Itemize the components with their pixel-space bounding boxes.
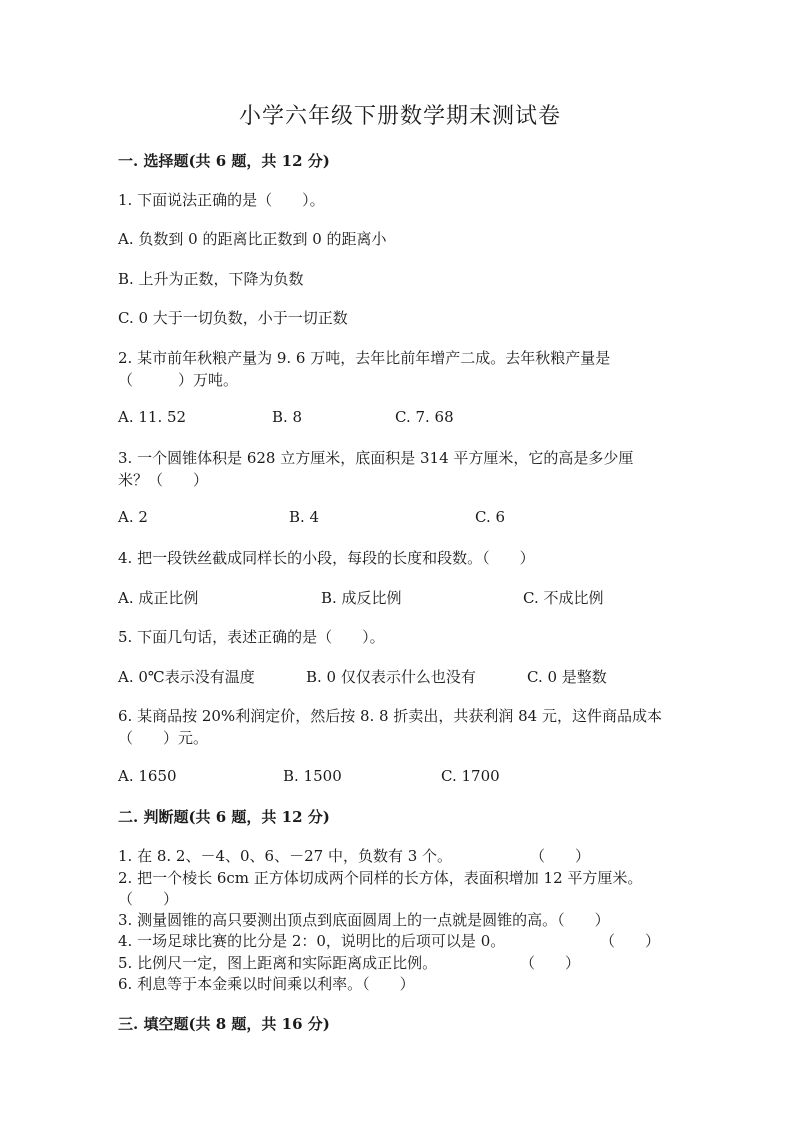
page-title: 小学六年级下册数学期末测试卷	[238, 104, 561, 129]
question-6-stem-line1: 6. 某商品按 20%利润定价，然后按 8. 8 折卖出，共获利润 84 元，这件商品成本	[118, 707, 662, 725]
question-5-option-c: C. 0 是整数	[527, 668, 607, 686]
question-6-option-a: A. 1650	[118, 767, 177, 785]
judge-item-1-bracket: （ ）	[530, 847, 591, 865]
judge-item-2-bracket: （ ）	[118, 890, 179, 908]
judge-item-5-bracket: （ ）	[520, 954, 581, 972]
question-2-stem-line1: 2. 某市前年秋粮产量为 9. 6 万吨，去年比前年增产二成。去年秋粮产量是	[118, 349, 611, 367]
judge-item-3: 3. 测量圆锥的高只要测出顶点到底面圆周上的一点就是圆锥的高。（ ）	[118, 911, 610, 929]
judge-item-1: 1. 在 8. 2、－4、0、6、－27 中，负数有 3 个。	[118, 847, 453, 865]
question-2-stem-line2: （ ）万吨。	[118, 371, 239, 389]
question-5-stem: 5. 下面几句话，表述正确的是（ ）。	[118, 628, 385, 646]
question-4-option-a: A. 成正比例	[118, 589, 199, 607]
question-1-stem: 1. 下面说法正确的是（ ）。	[118, 191, 325, 209]
judge-item-2: 2. 把一个棱长 6cm 正方体切成两个同样的长方体，表面积增加 12 平方厘米。	[118, 869, 643, 887]
judge-item-4: 4. 一场足球比赛的比分是 2：0，说明比的后项可以是 0。	[118, 932, 506, 950]
question-4-option-b: B. 成反比例	[321, 589, 402, 607]
question-1-option-b: B. 上升为正数，下降为负数	[118, 270, 304, 288]
question-4-option-c: C. 不成比例	[523, 589, 604, 607]
question-6-option-b: B. 1500	[283, 767, 342, 785]
judge-item-4-bracket: （ ）	[600, 932, 661, 950]
section-heading-choice: 一. 选择题(共 6 题，共 12 分)	[118, 152, 330, 170]
question-3-option-a: A. 2	[118, 508, 148, 526]
question-5-option-b: B. 0 仅仅表示什么也没有	[306, 668, 476, 686]
question-6-option-c: C. 1700	[441, 767, 500, 785]
question-1-option-c: C. 0 大于一切负数，小于一切正数	[118, 309, 348, 327]
judge-item-5: 5. 比例尺一定，图上距离和实际距离成正比例。	[118, 954, 438, 972]
question-2-option-a: A. 11. 52	[118, 408, 187, 426]
question-2-option-b: B. 8	[272, 408, 303, 426]
question-3-stem-line2: 米？（ ）	[118, 471, 209, 489]
judge-item-6: 6. 利息等于本金乘以时间乘以利率。（ ）	[118, 975, 415, 993]
section-heading-judge: 二. 判断题(共 6 题，共 12 分)	[118, 808, 330, 826]
question-5-option-a: A. 0℃表示没有温度	[118, 668, 255, 686]
section-heading-fill: 三. 填空题(共 8 题，共 16 分)	[118, 1015, 330, 1033]
question-2-option-c: C. 7. 68	[395, 408, 454, 426]
question-3-stem-line1: 3. 一个圆锥体积是 628 立方厘米，底面积是 314 平方厘米，它的高是多少厘	[118, 449, 634, 467]
question-1-option-a: A. 负数到 0 的距离比正数到 0 的距离小	[118, 230, 387, 248]
question-6-stem-line2: （ ）元。	[118, 729, 209, 747]
question-3-option-c: C. 6	[475, 508, 506, 526]
question-4-stem: 4. 把一段铁丝截成同样长的小段，每段的长度和段数。（ ）	[118, 549, 535, 567]
question-3-option-b: B. 4	[289, 508, 320, 526]
